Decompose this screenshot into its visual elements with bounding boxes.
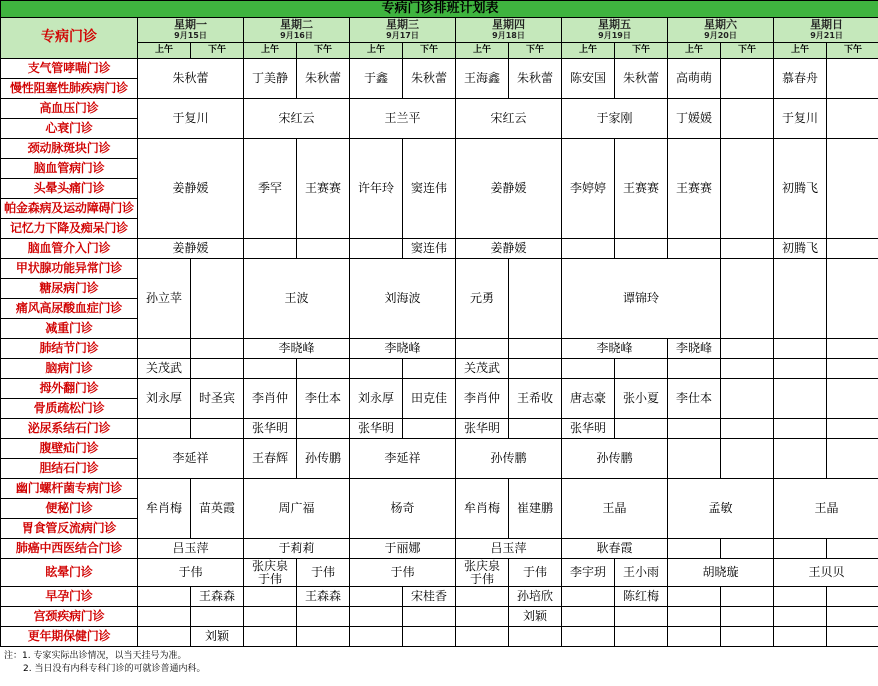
doctor-cell: 初腾飞 (774, 139, 827, 239)
day-date: 9月18日 (492, 31, 525, 40)
doctor-cell: 丁媛媛 (668, 99, 721, 139)
doctor-cell: 朱秋蕾 (403, 59, 456, 99)
empty-cell (456, 627, 509, 647)
doctor-cell: 于家刚 (562, 99, 668, 139)
empty-cell (827, 627, 878, 647)
day-name: 星期六 (704, 18, 737, 31)
doctor-cell: 周广福 (244, 479, 350, 539)
day-date: 9月20日 (704, 31, 737, 40)
empty-cell (827, 339, 878, 359)
empty-cell (562, 359, 615, 379)
doctor-cell: 于鑫 (350, 59, 403, 99)
empty-cell (774, 359, 827, 379)
pm-header: 下午 (403, 43, 456, 59)
doctor-cell: 刘颖 (191, 627, 244, 647)
doctor-cell: 田克佳 (403, 379, 456, 419)
clinic-label: 颈动脉斑块门诊 (1, 139, 138, 159)
doctor-cell: 李婷婷 (562, 139, 615, 239)
clinic-label: 宫颈疾病门诊 (1, 607, 138, 627)
empty-cell (509, 259, 562, 339)
empty-cell (668, 239, 721, 259)
doctor-cell: 元勇 (456, 259, 509, 339)
doctor-cell: 刘永厚 (350, 379, 403, 419)
doctor-cell: 苗英霞 (191, 479, 244, 539)
empty-cell (774, 587, 827, 607)
clinic-label: 高血压门诊 (1, 99, 138, 119)
pm-header: 下午 (297, 43, 350, 59)
doctor-cell: 耿春霞 (562, 539, 668, 559)
clinic-label: 脑病门诊 (1, 359, 138, 379)
empty-cell (774, 539, 827, 559)
empty-cell (244, 359, 297, 379)
doctor-cell: 刘海波 (350, 259, 456, 339)
doctor-cell: 王赛赛 (615, 139, 668, 239)
doctor-cell: 高萌萌 (668, 59, 721, 99)
empty-cell (774, 439, 827, 479)
empty-cell (191, 607, 244, 627)
empty-cell (827, 587, 878, 607)
doctor-cell: 于莉莉 (244, 539, 350, 559)
empty-cell (827, 59, 878, 99)
clinic-label: 腹壁疝门诊 (1, 439, 138, 459)
empty-cell (721, 339, 774, 359)
empty-cell (138, 627, 191, 647)
doctor-cell: 王兰平 (350, 99, 456, 139)
doctor-cell: 张华明 (562, 419, 615, 439)
clinic-label: 慢性阻塞性肺疾病门诊 (1, 79, 138, 99)
doctor-cell: 王晶 (774, 479, 878, 539)
empty-cell (774, 607, 827, 627)
empty-cell (615, 239, 668, 259)
empty-cell (721, 59, 774, 99)
doctor-cell: 时圣宾 (191, 379, 244, 419)
empty-cell (774, 259, 827, 339)
day-header-thu (456, 18, 562, 43)
doctor-cell: 孙传鹏 (456, 439, 562, 479)
footnotes (0, 647, 878, 676)
clinic-label: 脑血管介入门诊 (1, 239, 138, 259)
empty-cell (721, 439, 774, 479)
doctor-cell: 王春辉 (244, 439, 297, 479)
day-name: 星期四 (492, 18, 525, 31)
empty-cell (721, 259, 774, 339)
doctor-cell: 姜静媛 (138, 239, 244, 259)
clinic-label: 更年期保健门诊 (1, 627, 138, 647)
empty-cell (668, 439, 721, 479)
doctor-cell: 于伟 (138, 559, 244, 587)
day-date: 9月16日 (280, 31, 313, 40)
clinic-label: 胃食管反流病门诊 (1, 519, 138, 539)
footnote-1: 注：1. 专家实际出诊情况，以当天挂号为准。 (4, 651, 187, 661)
doctor-cell: 于伟 (297, 559, 350, 587)
empty-cell (350, 627, 403, 647)
doctor-cell: 窦连伟 (403, 239, 456, 259)
doctor-cell: 李延祥 (350, 439, 456, 479)
doctor-cell: 孙传鹏 (562, 439, 668, 479)
doctor-cell: 许年玲 (350, 139, 403, 239)
empty-cell (827, 259, 878, 339)
empty-cell (138, 339, 191, 359)
clinic-label: 拇外翻门诊 (1, 379, 138, 399)
day-name: 星期日 (810, 18, 844, 31)
empty-cell (191, 419, 244, 439)
doctor-cell: 李仕本 (668, 379, 721, 419)
doctor-cell: 李宇玥 (562, 559, 615, 587)
pm-header: 下午 (721, 43, 774, 59)
am-header: 上午 (562, 43, 615, 59)
clinic-label: 脑血管病门诊 (1, 159, 138, 179)
am-header: 上午 (668, 43, 721, 59)
empty-cell (403, 627, 456, 647)
empty-cell (456, 607, 509, 627)
doctor-cell: 谭锦玲 (562, 259, 721, 339)
pm-header: 下午 (191, 43, 244, 59)
doctor-cell: 张华明 (350, 419, 403, 439)
doctor-cell: 初腾飞 (774, 239, 827, 259)
day-header-sun (774, 18, 878, 43)
doctor-cell: 王晶 (562, 479, 668, 539)
page-title: 专病门诊排班计划表 (1, 1, 878, 18)
empty-cell (403, 419, 456, 439)
empty-cell (827, 99, 878, 139)
doctor-cell: 李仕本 (297, 379, 350, 419)
clinic-label: 记忆力下降及痴呆门诊 (1, 219, 138, 239)
am-header: 上午 (350, 43, 403, 59)
empty-cell (721, 539, 774, 559)
empty-cell (827, 139, 878, 239)
empty-cell (244, 627, 297, 647)
clinic-label: 肺结节门诊 (1, 339, 138, 359)
clinic-label: 减重门诊 (1, 319, 138, 339)
doctor-cell: 王森森 (191, 587, 244, 607)
doctor-cell: 王小雨 (615, 559, 668, 587)
doctor-cell: 吕玉萍 (456, 539, 562, 559)
empty-cell (244, 239, 297, 259)
empty-cell (509, 339, 562, 359)
day-name: 星期一 (174, 18, 207, 31)
empty-cell (615, 627, 668, 647)
doctor-cell: 李晓峰 (244, 339, 350, 359)
doctor-cell: 宋红云 (244, 99, 350, 139)
empty-cell (668, 607, 721, 627)
clinic-label: 幽门螺杆菌专病门诊 (1, 479, 138, 499)
doctor-cell: 王森森 (297, 587, 350, 607)
doctor-cell: 关茂武 (456, 359, 509, 379)
doctor-cell: 王赛赛 (668, 139, 721, 239)
empty-cell (297, 419, 350, 439)
empty-cell (244, 607, 297, 627)
empty-cell (562, 607, 615, 627)
doctor-cell: 张庆泉 于伟 (244, 559, 297, 587)
doctor-cell: 于复川 (138, 99, 244, 139)
empty-cell (774, 419, 827, 439)
doctor-cell: 李晓峰 (668, 339, 721, 359)
doctor-cell: 于丽娜 (350, 539, 456, 559)
empty-cell (827, 379, 878, 419)
doctor-cell: 李晓峰 (350, 339, 456, 359)
day-name: 星期三 (386, 18, 419, 31)
doctor-cell: 王赛赛 (297, 139, 350, 239)
doctor-cell: 于复川 (774, 99, 827, 139)
empty-cell (774, 627, 827, 647)
doctor-cell: 宋桂香 (403, 587, 456, 607)
empty-cell (721, 99, 774, 139)
day-name: 星期五 (598, 18, 631, 31)
doctor-cell: 陈安国 (562, 59, 615, 99)
empty-cell (297, 359, 350, 379)
clinic-label: 眩晕门诊 (1, 559, 138, 587)
empty-cell (562, 627, 615, 647)
clinic-label: 痛风高尿酸血症门诊 (1, 299, 138, 319)
day-date: 9月17日 (386, 31, 419, 40)
empty-cell (244, 587, 297, 607)
clinic-label: 肺癌中西医结合门诊 (1, 539, 138, 559)
empty-cell (350, 239, 403, 259)
empty-cell (668, 587, 721, 607)
empty-cell (721, 419, 774, 439)
empty-cell (562, 587, 615, 607)
doctor-cell: 于伟 (350, 559, 456, 587)
empty-cell (721, 239, 774, 259)
empty-cell (403, 359, 456, 379)
doctor-cell: 李肖仲 (244, 379, 297, 419)
empty-cell (827, 539, 878, 559)
empty-cell (668, 359, 721, 379)
doctor-cell: 孙传鹏 (297, 439, 350, 479)
day-header-sat (668, 18, 774, 43)
empty-cell (403, 607, 456, 627)
doctor-cell: 王希收 (509, 379, 562, 419)
empty-cell (297, 627, 350, 647)
clinic-label: 心衰门诊 (1, 119, 138, 139)
doctor-cell: 吕玉萍 (138, 539, 244, 559)
doctor-cell: 王海鑫 (456, 59, 509, 99)
empty-cell (721, 139, 774, 239)
pm-header: 下午 (509, 43, 562, 59)
doctor-cell: 刘颖 (509, 607, 562, 627)
doctor-cell: 张华明 (244, 419, 297, 439)
empty-cell (191, 359, 244, 379)
empty-cell (721, 359, 774, 379)
doctor-cell: 陈红梅 (615, 587, 668, 607)
doctor-cell: 孙培欣 (509, 587, 562, 607)
doctor-cell: 丁美静 (244, 59, 297, 99)
doctor-cell: 慕春舟 (774, 59, 827, 99)
empty-cell (191, 259, 244, 339)
empty-cell (615, 607, 668, 627)
doctor-cell: 孙立苹 (138, 259, 191, 339)
empty-cell (509, 419, 562, 439)
doctor-cell: 朱秋蕾 (509, 59, 562, 99)
empty-cell (138, 607, 191, 627)
clinic-label: 糖尿病门诊 (1, 279, 138, 299)
doctor-cell: 于伟 (509, 559, 562, 587)
doctor-cell: 张庆泉 于伟 (456, 559, 509, 587)
doctor-cell: 崔建鹏 (509, 479, 562, 539)
day-date: 9月19日 (598, 31, 631, 40)
empty-cell (774, 339, 827, 359)
doctor-cell: 宋红云 (456, 99, 562, 139)
pm-header: 下午 (827, 43, 878, 59)
doctor-cell: 姜静媛 (456, 239, 562, 259)
doctor-cell: 李延祥 (138, 439, 244, 479)
clinic-label: 帕金森病及运动障碍门诊 (1, 199, 138, 219)
clinic-label: 早孕门诊 (1, 587, 138, 607)
empty-cell (827, 359, 878, 379)
empty-cell (668, 419, 721, 439)
am-header: 上午 (138, 43, 191, 59)
empty-cell (562, 239, 615, 259)
clinic-label: 泌尿系结石门诊 (1, 419, 138, 439)
empty-cell (721, 379, 774, 419)
empty-cell (721, 627, 774, 647)
doctor-cell: 王贝贝 (774, 559, 878, 587)
doctor-cell: 窦连伟 (403, 139, 456, 239)
footnote-2: 2. 当日没有内科专科门诊的可就诊普通内科。 (23, 664, 206, 674)
doctor-cell: 牟肖梅 (456, 479, 509, 539)
doctor-cell: 朱秋蕾 (615, 59, 668, 99)
doctor-cell: 胡晓璇 (668, 559, 774, 587)
empty-cell (509, 359, 562, 379)
empty-cell (509, 627, 562, 647)
doctor-cell: 李肖仲 (456, 379, 509, 419)
empty-cell (668, 539, 721, 559)
empty-cell (191, 339, 244, 359)
clinic-label: 胆结石门诊 (1, 459, 138, 479)
empty-cell (827, 439, 878, 479)
doctor-cell: 刘永厚 (138, 379, 191, 419)
doctor-cell: 杨奇 (350, 479, 456, 539)
empty-cell (615, 419, 668, 439)
empty-cell (668, 627, 721, 647)
empty-cell (827, 419, 878, 439)
doctor-cell: 朱秋蕾 (297, 59, 350, 99)
doctor-cell: 姜静媛 (138, 139, 244, 239)
am-header: 上午 (774, 43, 827, 59)
empty-cell (456, 339, 509, 359)
doctor-cell: 牟肖梅 (138, 479, 191, 539)
day-date: 9月15日 (174, 31, 207, 40)
day-header-wed (350, 18, 456, 43)
am-header: 上午 (456, 43, 509, 59)
empty-cell (350, 607, 403, 627)
doctor-cell: 姜静媛 (456, 139, 562, 239)
doctor-cell: 张小夏 (615, 379, 668, 419)
empty-cell (297, 607, 350, 627)
empty-cell (721, 607, 774, 627)
clinic-label: 骨质疏松门诊 (1, 399, 138, 419)
clinic-label: 便秘门诊 (1, 499, 138, 519)
day-header-mon (138, 18, 244, 43)
clinic-label: 头晕头痛门诊 (1, 179, 138, 199)
doctor-cell: 张华明 (456, 419, 509, 439)
corner-header: 专病门诊 (1, 18, 138, 59)
doctor-cell: 王波 (244, 259, 350, 339)
empty-cell (721, 587, 774, 607)
pm-header: 下午 (615, 43, 668, 59)
day-header-tue (244, 18, 350, 43)
day-name: 星期二 (280, 18, 313, 31)
empty-cell (615, 359, 668, 379)
doctor-cell: 李晓峰 (562, 339, 668, 359)
am-header: 上午 (244, 43, 297, 59)
doctor-cell: 关茂武 (138, 359, 191, 379)
day-date: 9月21日 (810, 31, 843, 40)
empty-cell (827, 239, 878, 259)
empty-cell (456, 587, 509, 607)
day-header-fri (562, 18, 668, 43)
doctor-cell: 孟敏 (668, 479, 774, 539)
empty-cell (297, 239, 350, 259)
doctor-cell: 唐志豪 (562, 379, 615, 419)
clinic-label: 甲状腺功能异常门诊 (1, 259, 138, 279)
empty-cell (350, 359, 403, 379)
clinic-label: 支气管哮喘门诊 (1, 59, 138, 79)
empty-cell (350, 587, 403, 607)
empty-cell (774, 379, 827, 419)
doctor-cell: 朱秋蕾 (138, 59, 244, 99)
empty-cell (138, 419, 191, 439)
doctor-cell: 季罕 (244, 139, 297, 239)
empty-cell (138, 587, 191, 607)
empty-cell (827, 607, 878, 627)
